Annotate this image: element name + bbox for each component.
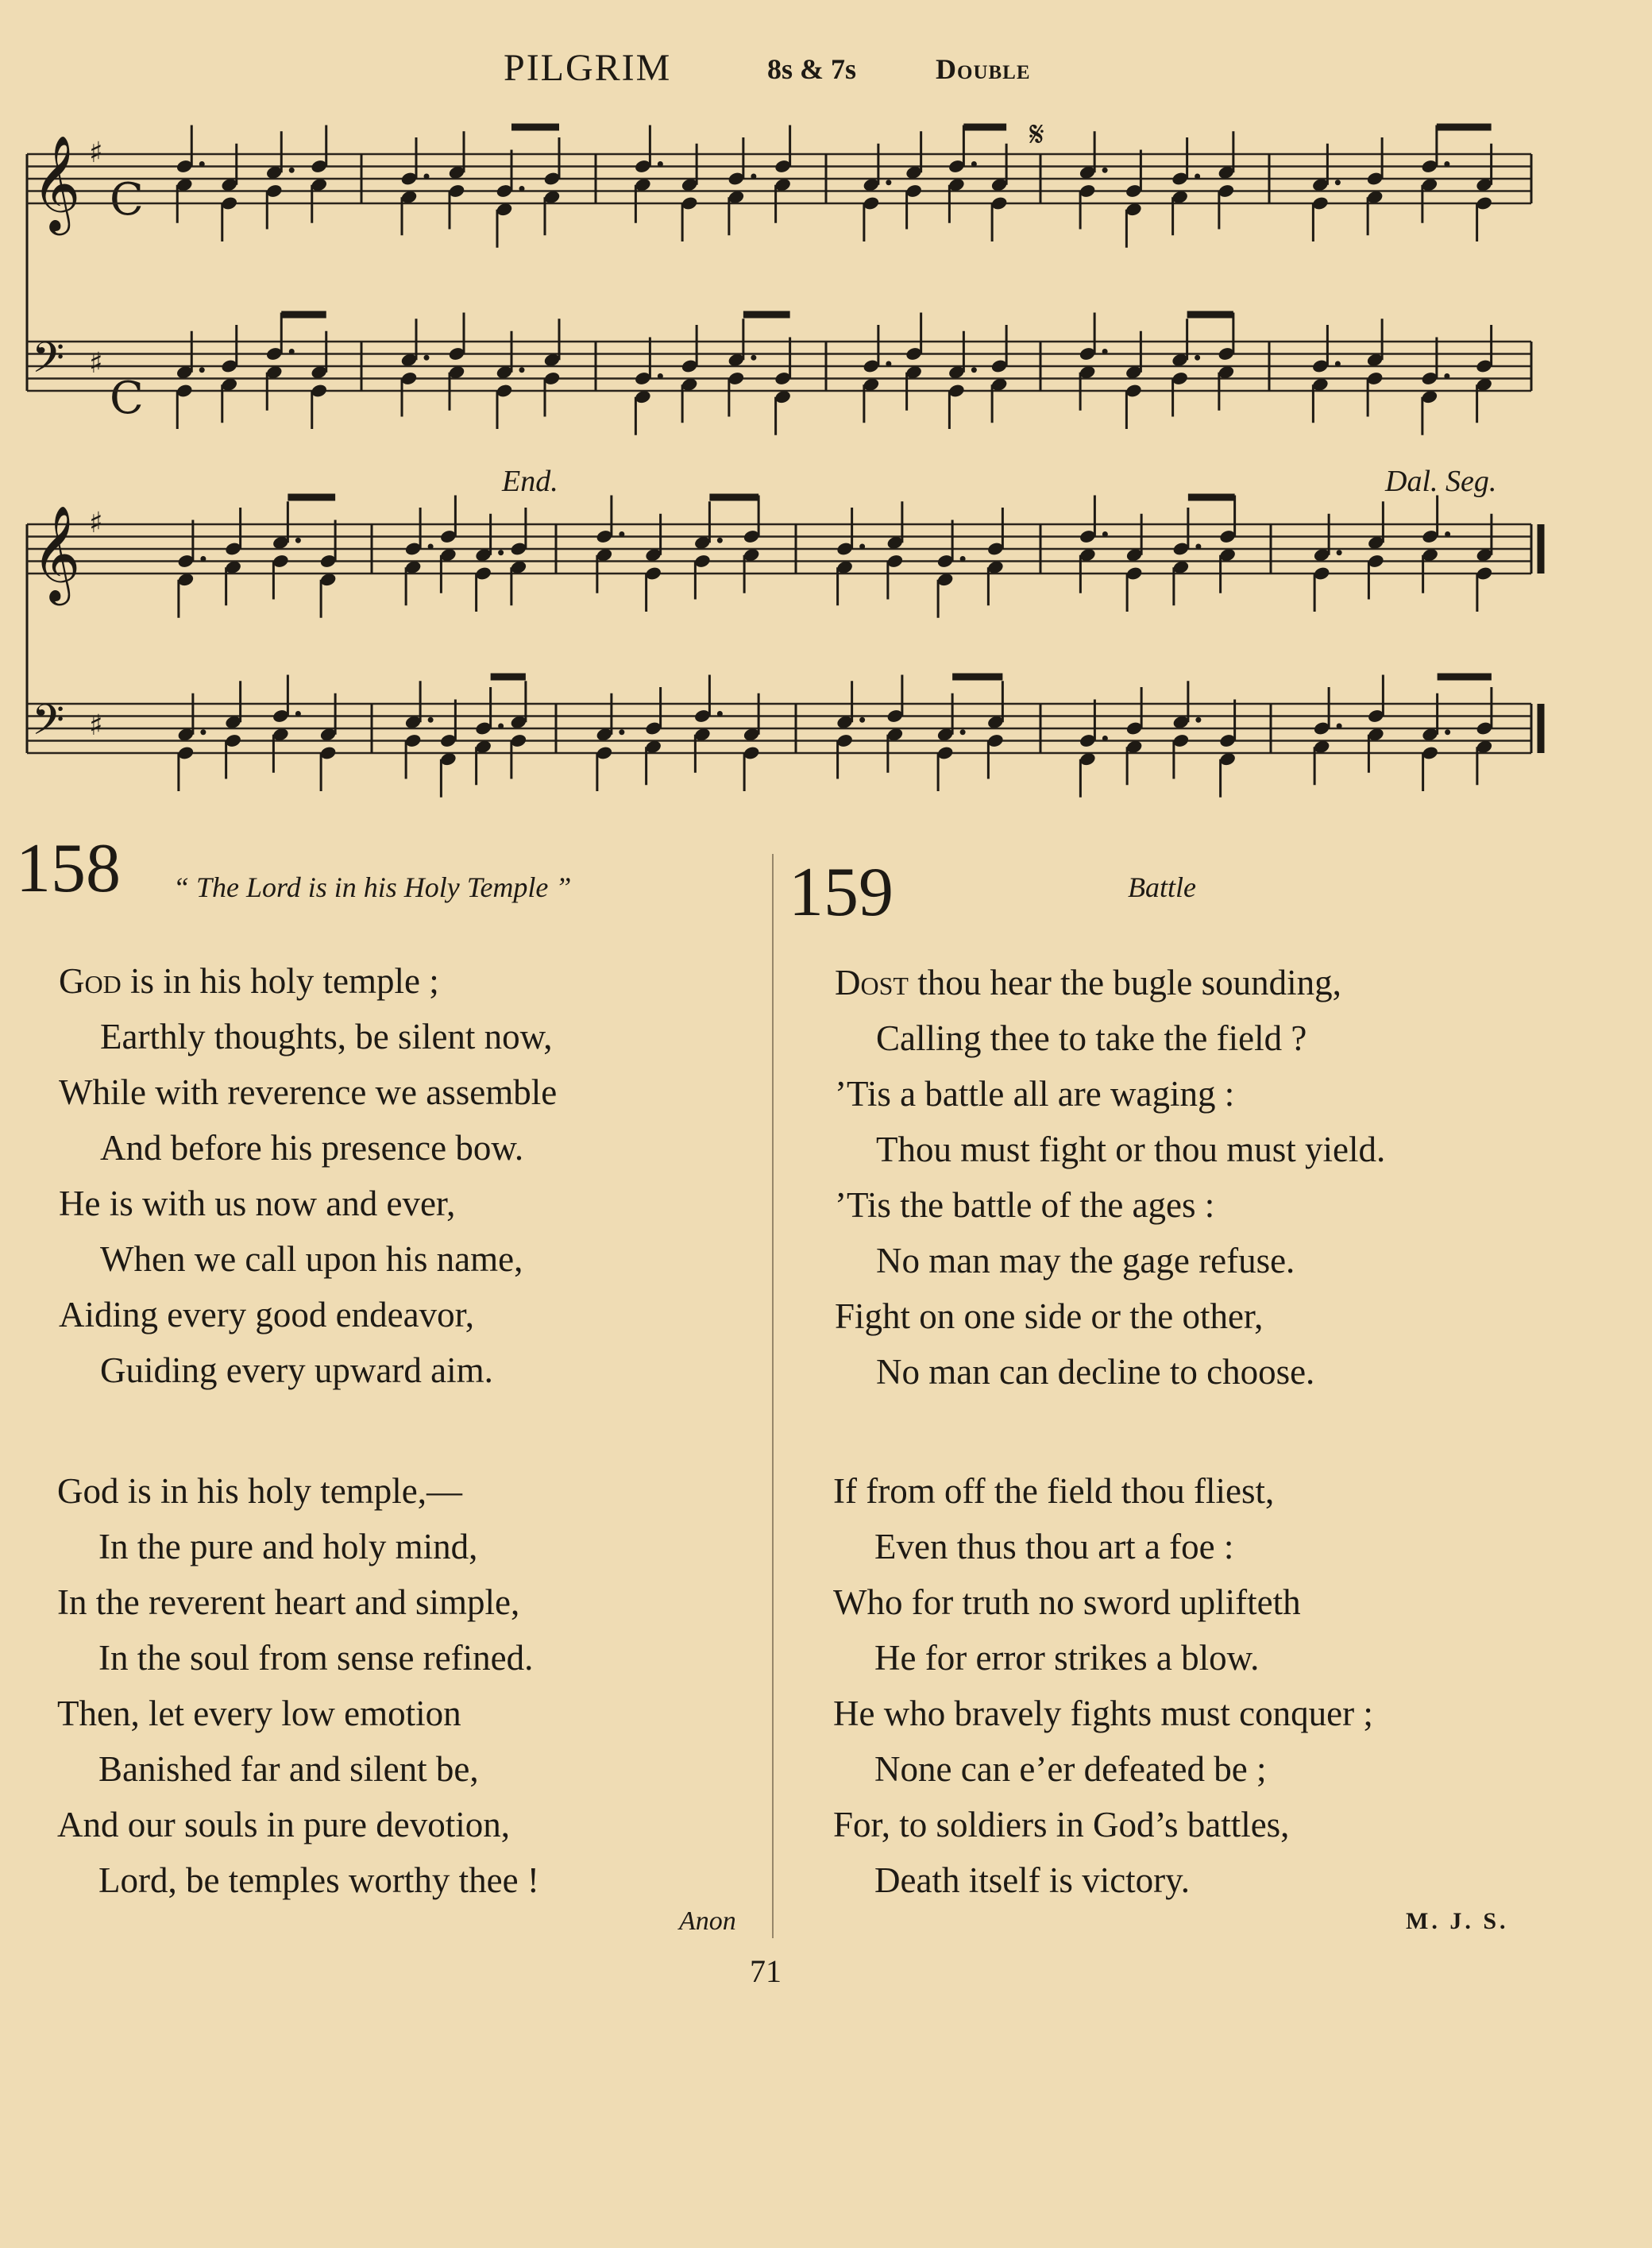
hymn-attribution: Anon (679, 1906, 736, 1936)
verse-line: In the pure and holy mind, (98, 1527, 478, 1566)
time-signature-treble: C (110, 174, 144, 226)
treble-clef-icon: 𝄞 (32, 504, 81, 601)
augmentation-dot (1335, 180, 1341, 185)
augmentation-dot (1335, 361, 1341, 367)
verse-line: And before his presence bow. (100, 1128, 524, 1168)
verse-line: God is in his holy temple,— (57, 1471, 462, 1511)
verse-line: Then, let every low emotion (57, 1694, 461, 1733)
bass-clef-icon: 𝄢 (32, 334, 65, 393)
bass-clef-icon: 𝄢 (32, 696, 65, 755)
verse-line: No man may the gage refuse. (876, 1241, 1295, 1280)
augmentation-dot (859, 544, 865, 550)
stanza-2 (833, 1463, 1373, 1908)
verse-line: While with reverence we assemble (59, 1072, 558, 1112)
sharp-icon: ♯ (89, 347, 103, 380)
augmentation-dot (717, 538, 723, 543)
verse-line: For, to soldiers in God’s battles, (833, 1805, 1290, 1844)
verse-line: Banished far and silent be, (98, 1749, 479, 1789)
augmentation-dot (1445, 531, 1450, 537)
verse-line: And our souls in pure devotion, (57, 1805, 510, 1844)
augmentation-dot (1444, 161, 1449, 167)
sharp-icon: ♯ (89, 709, 103, 742)
verse-line: When we call upon his name, (100, 1239, 523, 1279)
verse-line: ’Tis the battle of the ages : (835, 1185, 1215, 1225)
tune-meter-kind: Double (936, 53, 1031, 85)
augmentation-dot (886, 361, 891, 367)
augmentation-dot (199, 367, 205, 373)
augmentation-dot (619, 531, 624, 537)
augmentation-dot (960, 556, 966, 562)
augmentation-dot (200, 729, 206, 735)
verse-line: No man can decline to choose. (876, 1352, 1315, 1392)
augmentation-dot (1195, 174, 1200, 180)
augmentation-dot (1102, 349, 1108, 354)
verse-line: Aiding every good endeavor, (59, 1295, 475, 1335)
augmentation-dot (1444, 373, 1449, 379)
augmentation-dot (751, 355, 756, 361)
augmentation-dot (1337, 550, 1342, 555)
verse-line: Even thus thou art a foe : (874, 1527, 1234, 1566)
augmentation-dot (971, 161, 977, 167)
page-number: 71 (750, 1953, 782, 1989)
verse-line: Earthly thoughts, be silent now, (100, 1017, 553, 1056)
verse-line: He for error strikes a blow. (874, 1638, 1260, 1678)
hymn-number: 158 (16, 830, 121, 907)
augmentation-dot (717, 711, 723, 717)
stanza-1 (835, 955, 1385, 1400)
augmentation-dot (424, 355, 430, 361)
augmentation-dot (859, 717, 865, 723)
augmentation-dot (1102, 168, 1108, 173)
augmentation-dot (960, 729, 966, 735)
hymn-subtitle: Battle (1128, 871, 1196, 903)
augmentation-dot (1337, 724, 1342, 729)
end-marking: End. (502, 465, 558, 498)
dal-segno-marking: Dal. Seg. (1385, 465, 1497, 498)
verse-line-rest: is in his holy temple ; (121, 961, 439, 1001)
stanza-1 (59, 953, 557, 1398)
verse-line: Thou must fight or thou must yield. (876, 1130, 1386, 1169)
augmentation-dot (1102, 531, 1108, 537)
augmentation-dot (619, 729, 624, 735)
sharp-icon: ♯ (89, 507, 103, 539)
augmentation-dot (886, 180, 891, 185)
augmentation-dot (519, 367, 525, 373)
verse-line: None can e’er defeated be ; (874, 1749, 1267, 1789)
augmentation-dot (1445, 729, 1450, 735)
verse-line: He is with us now and ever, (59, 1184, 456, 1223)
augmentation-dot (295, 711, 301, 717)
verse-line: Fight on one side or the other, (835, 1296, 1264, 1336)
stanza-2 (57, 1463, 539, 1908)
augmentation-dot (498, 724, 504, 729)
tune-name: PILGRIM (504, 47, 672, 89)
verse-line (59, 953, 557, 1009)
augmentation-dot (200, 556, 206, 562)
treble-clef-icon: 𝄞 (32, 134, 81, 231)
sharp-icon: ♯ (89, 137, 103, 169)
first-word: God (59, 961, 122, 1001)
augmentation-dot (289, 349, 295, 354)
verse-line (835, 955, 1385, 1010)
hymn-attribution: M. J. S. (1406, 1908, 1509, 1934)
verse-line: ’Tis a battle all are waging : (835, 1074, 1235, 1114)
augmentation-dot (1102, 736, 1108, 741)
music-score (0, 0, 1652, 802)
augmentation-dot (1195, 717, 1201, 723)
augmentation-dot (519, 186, 525, 191)
verse-line: Who for truth no sword uplifteth (833, 1582, 1301, 1622)
augmentation-dot (498, 550, 504, 555)
augmentation-dot (424, 174, 430, 180)
verse-line-rest: thou hear the bugle sounding, (908, 963, 1341, 1002)
verse-line: Guiding every upward aim. (100, 1350, 493, 1390)
augmentation-dot (428, 544, 434, 550)
verse-line: He who bravely fights must conquer ; (833, 1694, 1373, 1733)
verse-line: Death itself is victory. (874, 1860, 1190, 1900)
augmentation-dot (428, 717, 434, 723)
time-signature-bass: C (110, 373, 144, 424)
verse-line: Lord, be temples worthy thee ! (98, 1860, 539, 1900)
tune-meter: 8s & 7s (767, 53, 857, 85)
verse-line: If from off the field thou fliest, (833, 1471, 1275, 1511)
augmentation-dot (751, 174, 756, 180)
verse-line: Calling thee to take the field ? (876, 1018, 1307, 1058)
column-divider (772, 854, 774, 1938)
augmentation-dot (971, 367, 977, 373)
verse-line: In the reverent heart and simple, (57, 1582, 520, 1622)
augmentation-dot (658, 161, 663, 167)
hymn-subtitle: “ The Lord is in his Holy Temple ” (173, 871, 572, 903)
verse-line: In the soul from sense refined. (98, 1638, 534, 1678)
first-word: Dost (835, 963, 909, 1002)
augmentation-dot (295, 538, 301, 543)
augmentation-dot (1195, 544, 1201, 550)
segno-symbol: 𝄋 (1029, 114, 1044, 155)
augmentation-dot (289, 168, 295, 173)
augmentation-dot (658, 373, 663, 379)
hymn-number: 159 (789, 854, 894, 931)
augmentation-dot (1195, 355, 1200, 361)
augmentation-dot (199, 161, 205, 167)
